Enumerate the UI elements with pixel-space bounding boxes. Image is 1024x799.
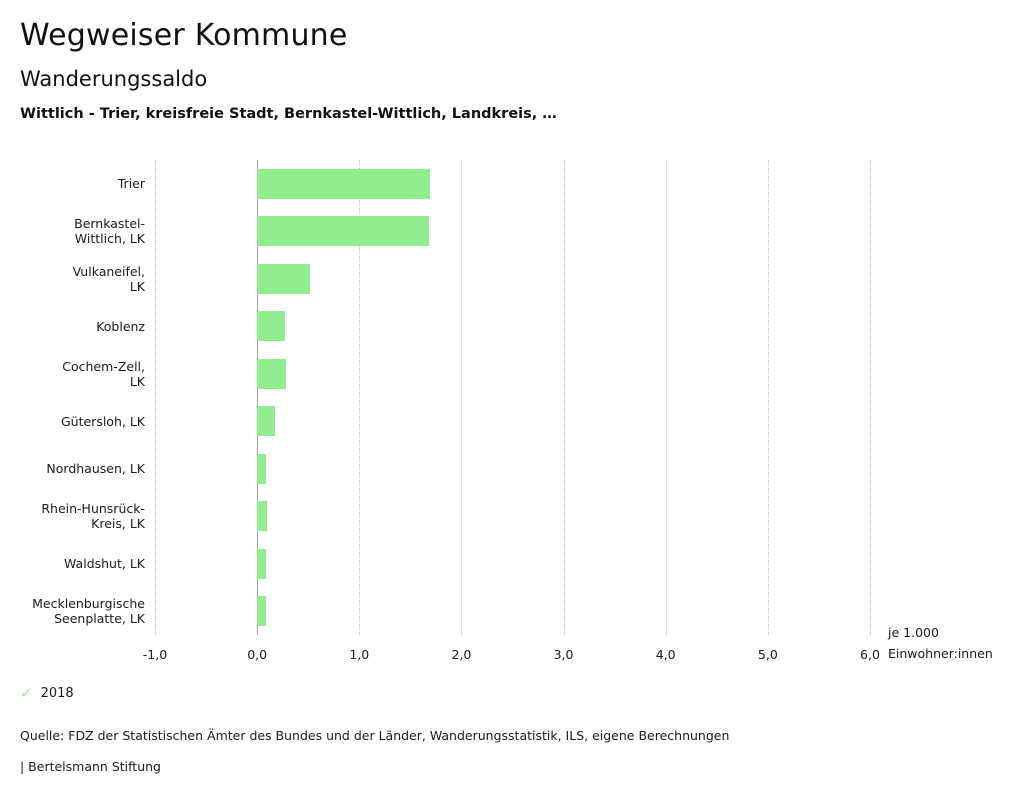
y-axis-label-line: LK <box>129 278 145 294</box>
y-axis-label <box>0 319 145 334</box>
bar[interactable] <box>257 264 310 294</box>
x-tick-label: 1,0 <box>349 647 370 662</box>
y-axis-label-line: Bernkastel- <box>74 216 145 232</box>
bar[interactable] <box>257 216 429 246</box>
y-axis-label-line: Koblenz <box>96 318 145 334</box>
y-axis-label <box>0 596 145 626</box>
bar[interactable] <box>257 501 267 531</box>
bar[interactable] <box>257 596 266 626</box>
x-axis-unit-line1: je 1.000 <box>888 625 939 640</box>
legend-item-label[interactable]: 2018 <box>40 686 74 701</box>
bar[interactable] <box>257 406 274 436</box>
gridline <box>870 160 871 635</box>
gridline <box>768 160 769 635</box>
y-axis-label-line: Seenplatte, LK <box>54 611 145 627</box>
y-axis-label <box>0 216 145 246</box>
region-list: Wittlich - Trier, kreisfreie Stadt, Bernkastel-Wittlich, Landkreis, … <box>20 106 557 122</box>
y-axis-label-line: Trier <box>117 176 145 192</box>
x-tick-label: 0,0 <box>247 647 268 662</box>
y-axis-label-line: Mecklenburgische <box>32 596 145 612</box>
x-axis-unit-line2: Einwohner:innen <box>888 646 993 661</box>
y-axis-label-line: LK <box>129 373 145 389</box>
bar[interactable] <box>257 359 286 389</box>
y-axis-label-line: Cochem-Zell, <box>62 358 145 374</box>
y-axis-label <box>0 414 145 429</box>
bar[interactable] <box>257 311 285 341</box>
y-axis-label <box>0 176 145 191</box>
x-tick-label: 5,0 <box>757 647 778 662</box>
check-icon[interactable]: ✓ <box>20 684 33 702</box>
y-axis-label-line: Rhein-Hunsrück- <box>41 501 145 517</box>
page-title: Wegweiser Kommune <box>20 18 348 53</box>
x-tick-label: 4,0 <box>655 647 676 662</box>
gridline <box>155 160 156 635</box>
gridline <box>461 160 462 635</box>
legend <box>20 686 74 701</box>
x-tick-label: -1,0 <box>142 647 168 662</box>
x-tick-label: 2,0 <box>451 647 472 662</box>
source-note: Quelle: FDZ der Statistischen Ämter des Bundes und der Länder, Wanderungsstatistik, ILS, eigene Berechnungen <box>20 728 730 743</box>
chart-subtitle: Wanderungssaldo <box>20 67 208 91</box>
x-tick-label: 3,0 <box>553 647 574 662</box>
y-axis-label-line: Kreis, LK <box>91 516 145 532</box>
y-axis-label <box>0 501 145 531</box>
publisher-note: | Bertelsmann Stiftung <box>20 759 161 774</box>
gridline <box>564 160 565 635</box>
y-axis-label-line: Gütersloh, LK <box>60 413 145 429</box>
y-axis-label <box>0 556 145 571</box>
y-axis-label-line: Vulkaneifel, <box>72 263 145 279</box>
y-axis-label-line: Nordhausen, LK <box>46 461 145 477</box>
gridline <box>666 160 667 635</box>
plot-area <box>155 160 870 645</box>
bar[interactable] <box>257 169 430 199</box>
bar[interactable] <box>257 454 266 484</box>
x-tick-label: 6,0 <box>860 647 880 662</box>
y-axis-label <box>0 264 145 294</box>
bar-chart <box>0 150 1024 662</box>
bar[interactable] <box>257 549 266 579</box>
y-axis-label <box>0 359 145 389</box>
y-axis-label <box>0 461 145 476</box>
y-axis-label-line: Waldshut, LK <box>64 556 145 572</box>
y-axis-label-line: Wittlich, LK <box>74 231 145 247</box>
